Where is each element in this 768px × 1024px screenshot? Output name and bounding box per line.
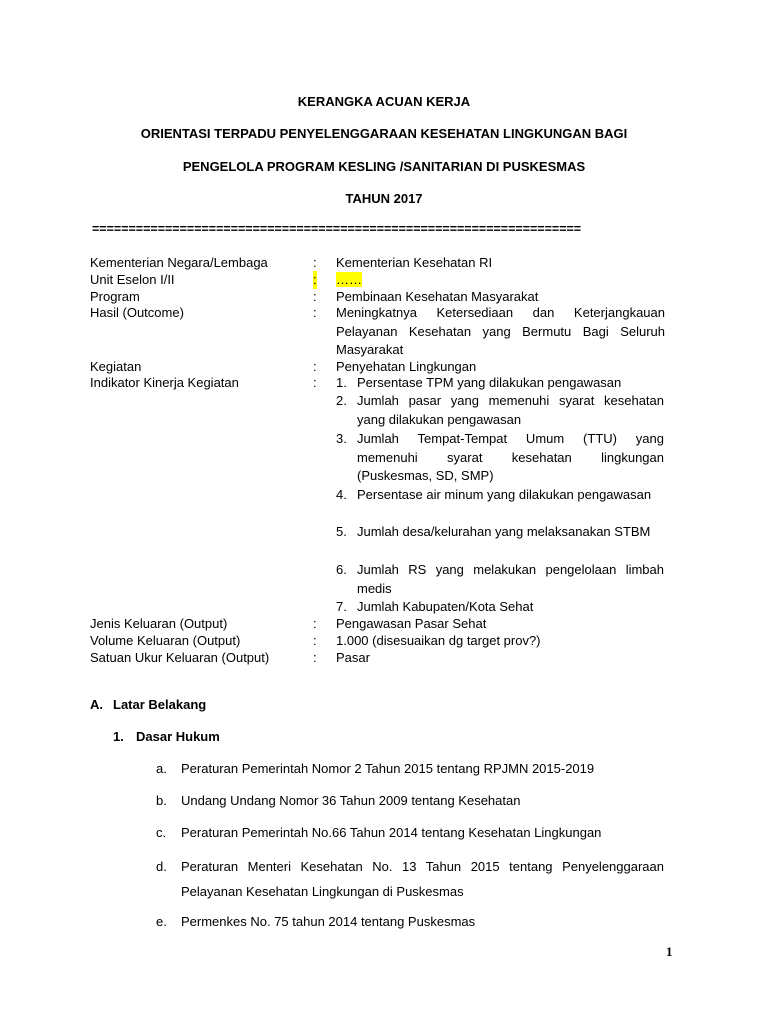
indicator-text: Jumlah desa/kelurahan yang melaksanakan STBM — [357, 524, 651, 539]
section-title: Latar Belakang — [113, 697, 207, 712]
value-volume-keluaran: 1.000 (disesuaikan dg target prov?) — [336, 633, 541, 648]
label-satuan-ukur: Satuan Ukur Keluaran (Output) — [90, 650, 270, 665]
value-kegiatan: Penyehatan Lingkungan — [336, 359, 477, 374]
indicator-text: Persentase air minum yang dilakukan pengawasan — [357, 487, 652, 502]
law-text: Peraturan Pemerintah No.66 Tahun 2014 tentang Kesehatan Lingkungan — [181, 825, 602, 840]
label-kegiatan: Kegiatan — [90, 359, 142, 374]
section-letter: A. — [90, 697, 103, 712]
value-unit-eselon: …… — [336, 272, 362, 287]
colon: : — [313, 359, 317, 374]
label-hasil: Hasil (Outcome) — [90, 305, 184, 320]
indicator-number: 4. — [336, 487, 347, 502]
subsection-title: Dasar Hukum — [136, 729, 220, 744]
indicator-text: Jumlah Kabupaten/Kota Sehat — [357, 599, 534, 614]
law-letter: a. — [156, 761, 167, 776]
indicator-text: Jumlah Tempat-Tempat Umum (TTU) yang memenuhi syarat kesehatan lingkungan (Puskesmas, SD, SMP) — [357, 431, 664, 483]
label-program: Program — [90, 289, 140, 304]
indicator-text: Persentase TPM yang dilakukan pengawasan — [357, 375, 622, 390]
colon-highlighted: : — [313, 272, 317, 287]
colon: : — [313, 650, 317, 665]
label-jenis-keluaran: Jenis Keluaran (Output) — [90, 616, 228, 631]
indicator-number: 7. — [336, 599, 347, 614]
label-kementerian: Kementerian Negara/Lembaga — [90, 255, 268, 270]
doc-year: TAHUN 2017 — [345, 191, 423, 206]
law-text: Peraturan Menteri Kesehatan No. 13 Tahun 2015 tentang Penyelenggaraan Pelayanan Kesehatan Lingkungan di Puskesmas — [181, 859, 664, 899]
colon: : — [313, 255, 317, 270]
indicator-number: 1. — [336, 375, 347, 390]
page-number: 1 — [666, 944, 673, 959]
doc-subtitle-line1: ORIENTASI TERPADU PENYELENGGARAAN KESEHATAN LINGKUNGAN BAGI — [140, 126, 628, 141]
subsection-heading — [113, 729, 220, 744]
colon: : — [313, 305, 317, 320]
label-unit-eselon: Unit Eselon I/II — [90, 272, 175, 287]
indicator-number: 5. — [336, 524, 347, 539]
doc-subtitle-line2: PENGELOLA PROGRAM KESLING /SANITARIAN DI PUSKESMAS — [182, 159, 586, 174]
label-volume-keluaran: Volume Keluaran (Output) — [90, 633, 241, 648]
value-hasil: Meningkatnya Ketersediaan dan Keterjangkauan Pelayanan Kesehatan yang Bermutu Bagi Seluruh Masyarakat — [336, 305, 665, 357]
law-letter: c. — [156, 825, 167, 840]
doc-title: KERANGKA ACUAN KERJA — [297, 94, 471, 109]
law-letter: b. — [156, 793, 167, 808]
indicator-number: 3. — [336, 431, 347, 446]
indicator-number: 2. — [336, 393, 347, 408]
value-kementerian: Kementerian Kesehatan RI — [336, 255, 493, 270]
colon: : — [313, 616, 317, 631]
value-satuan-ukur: Pasar — [336, 650, 370, 665]
law-text: Peraturan Pemerintah Nomor 2 Tahun 2015 tentang RPJMN 2015-2019 — [181, 761, 595, 776]
separator-line: =================================================================== — [92, 222, 582, 236]
law-text: Permenkes No. 75 tahun 2014 tentang Puskesmas — [181, 914, 476, 929]
subsection-number: 1. — [113, 729, 124, 744]
section-heading — [90, 697, 207, 712]
law-letter: e. — [156, 914, 167, 929]
indicator-text: Jumlah RS yang melakukan pengelolaan limbah medis — [357, 562, 664, 596]
colon: : — [313, 633, 317, 648]
colon: : — [313, 375, 317, 390]
law-text: Undang Undang Nomor 36 Tahun 2009 tentang Kesehatan — [181, 793, 521, 808]
value-program: Pembinaan Kesehatan Masyarakat — [336, 289, 539, 304]
colon: : — [313, 289, 317, 304]
label-indikator: Indikator Kinerja Kegiatan — [90, 375, 239, 390]
law-letter: d. — [156, 859, 167, 874]
value-jenis-keluaran: Pengawasan Pasar Sehat — [336, 616, 487, 631]
indicator-text: Jumlah pasar yang memenuhi syarat kesehatan yang dilakukan pengawasan — [357, 393, 664, 427]
indicator-number: 6. — [336, 562, 347, 577]
